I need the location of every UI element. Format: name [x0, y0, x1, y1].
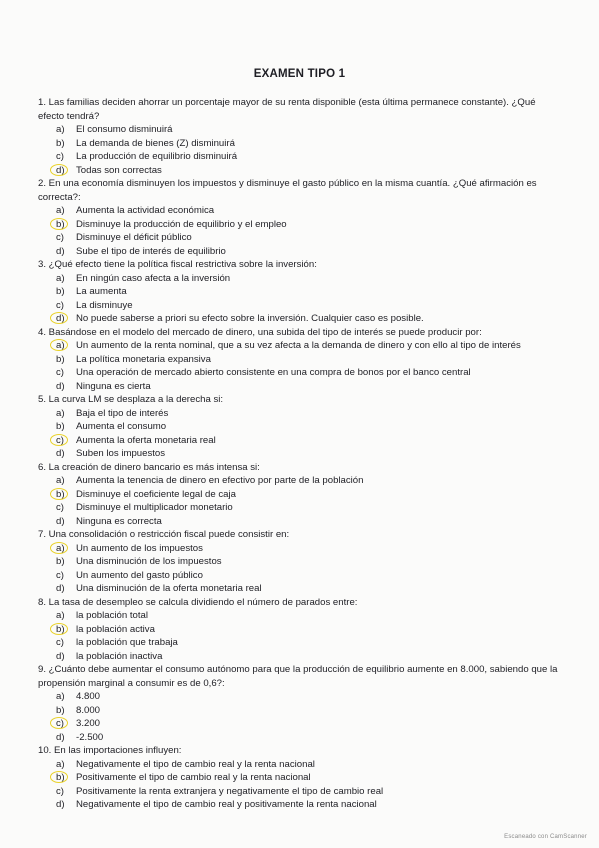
option-letter-text: c) [56, 434, 64, 446]
question [38, 461, 558, 529]
option-letter [56, 582, 76, 596]
answer-option [56, 339, 558, 353]
option-letter [56, 434, 76, 448]
option-letter [56, 380, 76, 394]
option-letter [56, 474, 76, 488]
option-letter-text: d) [56, 799, 65, 810]
question [38, 596, 558, 664]
option-letter [56, 542, 76, 556]
option-letter-text: a) [56, 205, 65, 216]
option-letter-text: d) [56, 380, 65, 392]
option-letter-text: a) [56, 691, 65, 702]
answer-option [56, 636, 558, 650]
answer-option [56, 501, 558, 515]
answer-option [56, 245, 558, 259]
option-text: 3.200 [76, 718, 101, 729]
answer-option [56, 542, 558, 556]
question-stem: 7. Una consolidación o restricción fiscal puede consistir en: [38, 529, 290, 540]
option-letter [56, 650, 76, 664]
option-text: Positivamente la renta extranjera y negativamente el tipo de cambio real [76, 785, 384, 797]
answer-option [56, 690, 558, 704]
option-letter [56, 420, 76, 434]
option-letter [56, 771, 76, 785]
question-stem: 2. En una economía disminuyen los impuestos y disminuye el gasto público en la misma cuantía. ¿Qué afirmación es correcta?: [38, 178, 537, 203]
option-letter [56, 731, 76, 745]
option-text: Aumenta la tenencia de dinero en efectivo por parte de la población [76, 475, 364, 486]
option-text: la población total [76, 610, 149, 621]
option-text: Aumenta la oferta monetaria real [76, 434, 216, 446]
option-text: la población inactiva [76, 650, 163, 662]
option-text: la población activa [76, 623, 155, 635]
option-text: Ninguna es correcta [76, 515, 162, 527]
option-text: La producción de equilibrio disminuirá [76, 151, 238, 162]
option-letter-text: a) [56, 272, 65, 284]
option-letter [56, 690, 76, 704]
option-letter-text: b) [56, 421, 65, 432]
question-stem: 3. ¿Qué efecto tiene la política fiscal restrictiva sobre la inversión: [38, 259, 317, 270]
option-list [38, 123, 558, 177]
option-letter-text: a) [56, 407, 65, 419]
option-letter [56, 339, 76, 353]
option-list [38, 542, 558, 596]
option-letter [56, 285, 76, 299]
option-text: Suben los impuestos [76, 448, 166, 459]
option-letter [56, 299, 76, 313]
option-list [38, 204, 558, 258]
option-text: Una disminución de los impuestos [76, 556, 222, 567]
option-letter [56, 150, 76, 164]
option-letter [56, 164, 76, 178]
option-letter-text: b) [56, 704, 65, 716]
answer-option [56, 488, 558, 502]
option-letter-text: d) [56, 164, 65, 176]
question-stem: 10. En las importaciones influyen: [38, 745, 182, 756]
question [38, 744, 558, 812]
option-letter-text: a) [56, 758, 65, 770]
option-letter [56, 204, 76, 218]
answer-option [56, 474, 558, 488]
option-text: Disminuye el multiplicador monetario [76, 502, 233, 513]
option-letter-text: b) [56, 286, 65, 297]
answer-circle-mark [50, 164, 68, 176]
option-text: Todas son correctas [76, 164, 162, 176]
question [38, 258, 558, 326]
option-text: Una disminución de la oferta monetaria real [76, 583, 262, 594]
answer-option [56, 434, 558, 448]
option-letter-text: c) [56, 502, 64, 513]
question [38, 393, 558, 461]
option-letter [56, 623, 76, 637]
question-stem: 1. Las familias deciden ahorrar un porcentaje mayor de su renta disponible (esta última permanece constante). ¿Qué efecto tendrá? [38, 97, 536, 122]
answer-circle-mark [50, 488, 68, 500]
option-text: Un aumento de la renta nominal, que a su vez afecta a la demanda de dinero y con ello al tipo de interés [76, 340, 521, 351]
answer-option [56, 272, 558, 286]
option-letter [56, 137, 76, 151]
option-text: Negativamente el tipo de cambio real y la renta nacional [76, 758, 315, 770]
answer-option [56, 515, 558, 529]
option-text: Disminuye el déficit público [76, 232, 192, 243]
answer-option [56, 609, 558, 623]
option-text: Disminuye el coeficiente legal de caja [76, 488, 236, 500]
answer-option [56, 771, 558, 785]
option-letter-text: c) [56, 232, 64, 243]
answer-circle-mark [50, 339, 68, 351]
option-letter [56, 569, 76, 583]
answer-option [56, 218, 558, 232]
answer-option [56, 420, 558, 434]
option-letter-text: d) [56, 313, 65, 324]
answer-option [56, 407, 558, 421]
answer-circle-mark [50, 218, 68, 230]
option-letter-text: b) [56, 623, 65, 635]
option-list [38, 758, 558, 812]
option-letter [56, 515, 76, 529]
option-text: 4.800 [76, 691, 101, 702]
option-text: Baja el tipo de interés [76, 407, 169, 419]
option-letter-text: c) [56, 785, 64, 797]
answer-circle-mark [50, 542, 68, 554]
question-stem: 8. La tasa de desempleo se calcula dividiendo el número de parados entre: [38, 596, 358, 608]
answer-option [56, 231, 558, 245]
option-text: Una operación de mercado abierto consistente en una compra de bonos por el banco central [76, 367, 471, 378]
answer-option [56, 758, 558, 772]
option-letter-text: a) [56, 340, 65, 351]
answer-option [56, 312, 558, 326]
option-letter [56, 609, 76, 623]
option-letter-text: c) [56, 718, 64, 729]
option-text: La disminuye [76, 299, 133, 311]
answer-option [56, 380, 558, 394]
answer-option [56, 731, 558, 745]
option-text: Positivamente el tipo de cambio real y la renta nacional [76, 772, 311, 783]
option-letter [56, 704, 76, 718]
option-letter-text: c) [56, 367, 64, 378]
option-list [38, 609, 558, 663]
option-letter [56, 312, 76, 326]
option-letter [56, 636, 76, 650]
option-letter-text: d) [56, 515, 65, 527]
scanner-footer: Escaneado con CamScanner [504, 834, 587, 840]
option-list [38, 339, 558, 393]
question [38, 326, 558, 394]
option-text: -2.500 [76, 731, 104, 743]
option-letter [56, 123, 76, 137]
option-letter-text: a) [56, 610, 65, 621]
answer-circle-mark [50, 717, 68, 729]
option-letter [56, 272, 76, 286]
option-letter [56, 218, 76, 232]
answer-option [56, 582, 558, 596]
option-letter [56, 785, 76, 799]
option-text: No puede saberse a priori su efecto sobre la inversión. Cualquier caso es posible. [76, 313, 424, 324]
option-letter-text: c) [56, 299, 64, 311]
option-letter [56, 555, 76, 569]
option-text: Un aumento de los impuestos [76, 542, 203, 554]
option-letter-text: b) [56, 556, 65, 567]
answer-option [56, 150, 558, 164]
answer-circle-mark [50, 312, 68, 324]
option-letter [56, 717, 76, 731]
answer-option [56, 704, 558, 718]
answer-option [56, 123, 558, 137]
option-letter-text: d) [56, 245, 65, 257]
answer-option [56, 285, 558, 299]
option-text: La demanda de bienes (Z) disminuirá [76, 137, 235, 149]
option-text: Ninguna es cierta [76, 380, 151, 392]
question [38, 177, 558, 258]
option-letter-text: b) [56, 137, 65, 149]
option-letter-text: c) [56, 569, 64, 581]
option-letter-text: d) [56, 448, 65, 459]
option-text: Un aumento del gasto público [76, 569, 203, 581]
option-text: En ningún caso afecta a la inversión [76, 272, 231, 284]
answer-option [56, 137, 558, 151]
option-letter-text: b) [56, 218, 65, 230]
answer-option [56, 204, 558, 218]
option-list [38, 272, 558, 326]
option-letter-text: a) [56, 475, 65, 486]
question-stem: 4. Basándose en el modelo del mercado de dinero, una subida del tipo de interés se puede producir por: [38, 326, 482, 338]
answer-option [56, 569, 558, 583]
option-letter [56, 231, 76, 245]
option-text: Sube el tipo de interés de equilibrio [76, 245, 226, 257]
option-letter-text: d) [56, 650, 65, 662]
answer-option [56, 623, 558, 637]
option-letter [56, 366, 76, 380]
question-stem: 9. ¿Cuánto debe aumentar el consumo autónomo para que la producción de equilibrio aumente en 8.000, sabiendo que la propensión marginal a consumir es de 0,6?: [38, 664, 558, 689]
answer-circle-mark [50, 771, 68, 783]
option-text: Disminuye la producción de equilibrio y el empleo [76, 218, 287, 230]
answer-option [56, 164, 558, 178]
answer-option [56, 447, 558, 461]
option-letter [56, 488, 76, 502]
option-text: Aumenta el consumo [76, 421, 167, 432]
option-text: Negativamente el tipo de cambio real y positivamente la renta nacional [76, 799, 377, 810]
question-stem: 5. La curva LM se desplaza a la derecha si: [38, 394, 224, 405]
option-letter-text: a) [56, 124, 65, 135]
answer-option [56, 798, 558, 812]
option-letter-text: d) [56, 731, 65, 743]
option-text: La aumenta [76, 286, 127, 297]
option-text: La política monetaria expansiva [76, 353, 211, 365]
option-letter [56, 353, 76, 367]
answer-circle-mark [50, 623, 68, 635]
question [38, 663, 558, 744]
option-letter-text: c) [56, 151, 64, 162]
option-text: la población que trabaja [76, 637, 178, 648]
option-letter-text: b) [56, 772, 65, 783]
question-stem: 6. La creación de dinero bancario es más intensa si: [38, 461, 260, 473]
option-letter [56, 501, 76, 515]
option-letter [56, 245, 76, 259]
option-letter-text: a) [56, 542, 65, 554]
answer-option [56, 366, 558, 380]
option-letter [56, 758, 76, 772]
option-list [38, 407, 558, 461]
option-letter-text: b) [56, 353, 65, 365]
question-list [38, 96, 558, 812]
option-list [38, 690, 558, 744]
answer-option [56, 717, 558, 731]
answer-option [56, 353, 558, 367]
option-text: Aumenta la actividad económica [76, 205, 215, 216]
option-text: El consumo disminuirá [76, 124, 173, 135]
exam-title: EXAMEN TIPO 1 [253, 68, 346, 80]
option-letter [56, 407, 76, 421]
option-text: 8.000 [76, 704, 101, 716]
question [38, 96, 558, 177]
answer-circle-mark [50, 434, 68, 446]
option-letter-text: c) [56, 637, 64, 648]
option-letter [56, 447, 76, 461]
answer-option [56, 555, 558, 569]
option-list [38, 474, 558, 528]
option-letter [56, 798, 76, 812]
answer-option [56, 785, 558, 799]
option-letter-text: b) [56, 488, 65, 500]
option-letter-text: d) [56, 583, 65, 594]
answer-option [56, 299, 558, 313]
answer-option [56, 650, 558, 664]
question [38, 528, 558, 596]
